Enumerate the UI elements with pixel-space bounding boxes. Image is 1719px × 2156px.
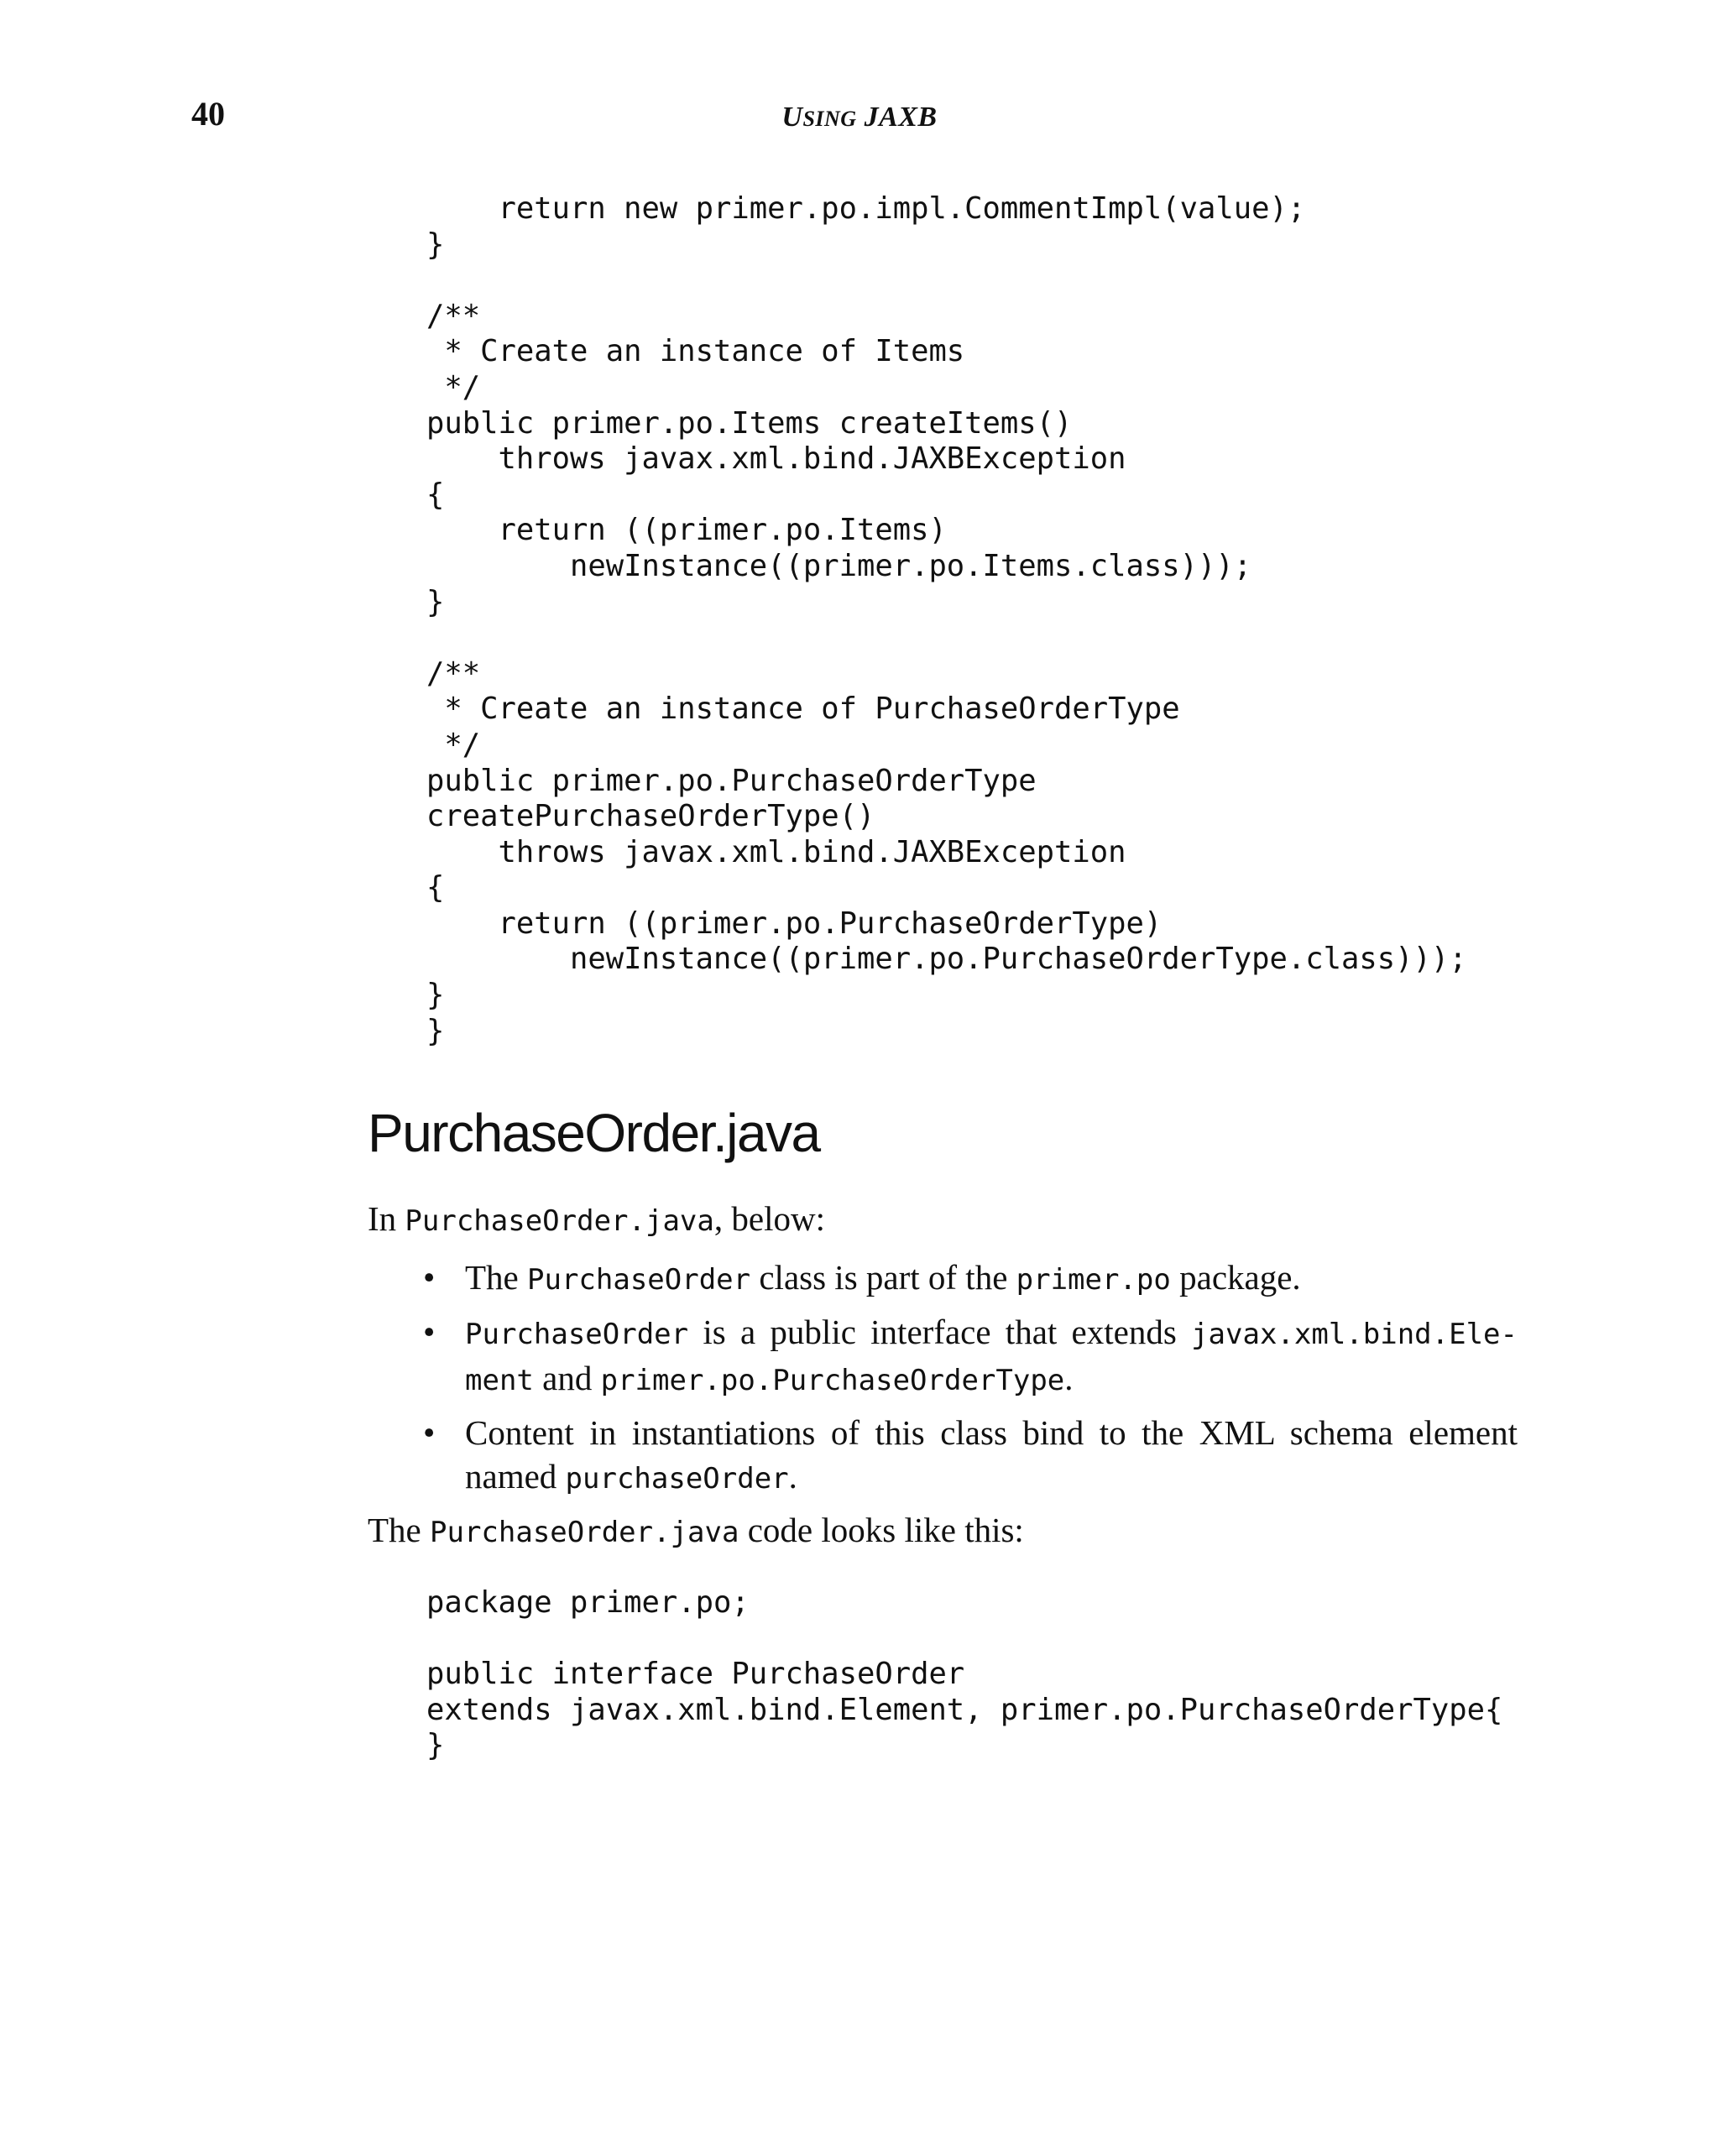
- bullet-marker: •: [423, 1313, 436, 1351]
- bullet-code: purchaseOrder: [565, 1462, 789, 1496]
- bullet-item-binding: [368, 1411, 1518, 1501]
- intro-paragraph: [368, 1197, 825, 1243]
- running-head: [0, 97, 1719, 139]
- closing-filename: PurchaseOrder.java: [430, 1516, 739, 1549]
- bullet-item-interface: [368, 1310, 1518, 1402]
- closing-suffix: code looks like this:: [739, 1511, 1024, 1549]
- section-heading: PurchaseOrder.java: [368, 1103, 820, 1163]
- page-number: 40: [191, 95, 225, 133]
- bullet-marker: •: [423, 1413, 436, 1452]
- bullet-text: and: [533, 1359, 601, 1397]
- running-head-initial: U: [781, 102, 803, 133]
- bullet-list: [368, 1255, 1518, 1509]
- bullet-text: class is part of the: [750, 1258, 1016, 1297]
- running-head-smallcaps: SING: [802, 107, 857, 131]
- bullet-text: .: [1064, 1359, 1074, 1397]
- bullet-text: Content in instantiations of this class bind to the XML schema element named: [465, 1413, 1518, 1496]
- bullet-code: primer.po: [1016, 1263, 1171, 1297]
- bullet-code: primer.po.PurchaseOrderType: [600, 1364, 1065, 1397]
- bullet-item-package: [368, 1255, 1518, 1302]
- bullet-text: .: [788, 1457, 797, 1496]
- closing-paragraph: [368, 1508, 1024, 1554]
- bullet-code: javax.xml.bind.Ele-ment: [465, 1318, 1518, 1397]
- intro-prefix: In: [368, 1199, 405, 1238]
- closing-prefix: The: [368, 1511, 430, 1549]
- intro-filename: PurchaseOrder.java: [405, 1204, 714, 1238]
- running-head-tail: JAXB: [856, 102, 938, 133]
- bullet-text: package.: [1170, 1258, 1301, 1297]
- bullet-text: is a public interface that extends: [688, 1313, 1192, 1351]
- bullet-code: PurchaseOrder: [465, 1318, 689, 1351]
- code-listing-purchase-order: package primer.po; public interface PurchaseOrder extends javax.xml.bind.Element, primer.po.PurchaseOrderType{ }: [426, 1585, 1503, 1763]
- intro-suffix: , below:: [713, 1199, 825, 1238]
- bullet-text: The: [465, 1258, 527, 1297]
- bullet-code: PurchaseOrder: [527, 1263, 751, 1297]
- bullet-marker: •: [423, 1258, 436, 1297]
- code-listing-object-factory: return new primer.po.impl.CommentImpl(value); } /** * Create an instance of Items */ public primer.po.Items createItems() throws javax.xml.bind.JAXBException { return ((primer.po.Items) newInstance((primer.po.Items.class))); } /** * Create an instance of PurchaseOrderType */ public primer.po.PurchaseOrderType createPurchaseOrderType() throws javax.xml.bind.JAXBException { return ((primer.po.PurchaseOrderType) newInstance((primer.po.PurchaseOrderType.class))); } }: [426, 191, 1467, 1048]
